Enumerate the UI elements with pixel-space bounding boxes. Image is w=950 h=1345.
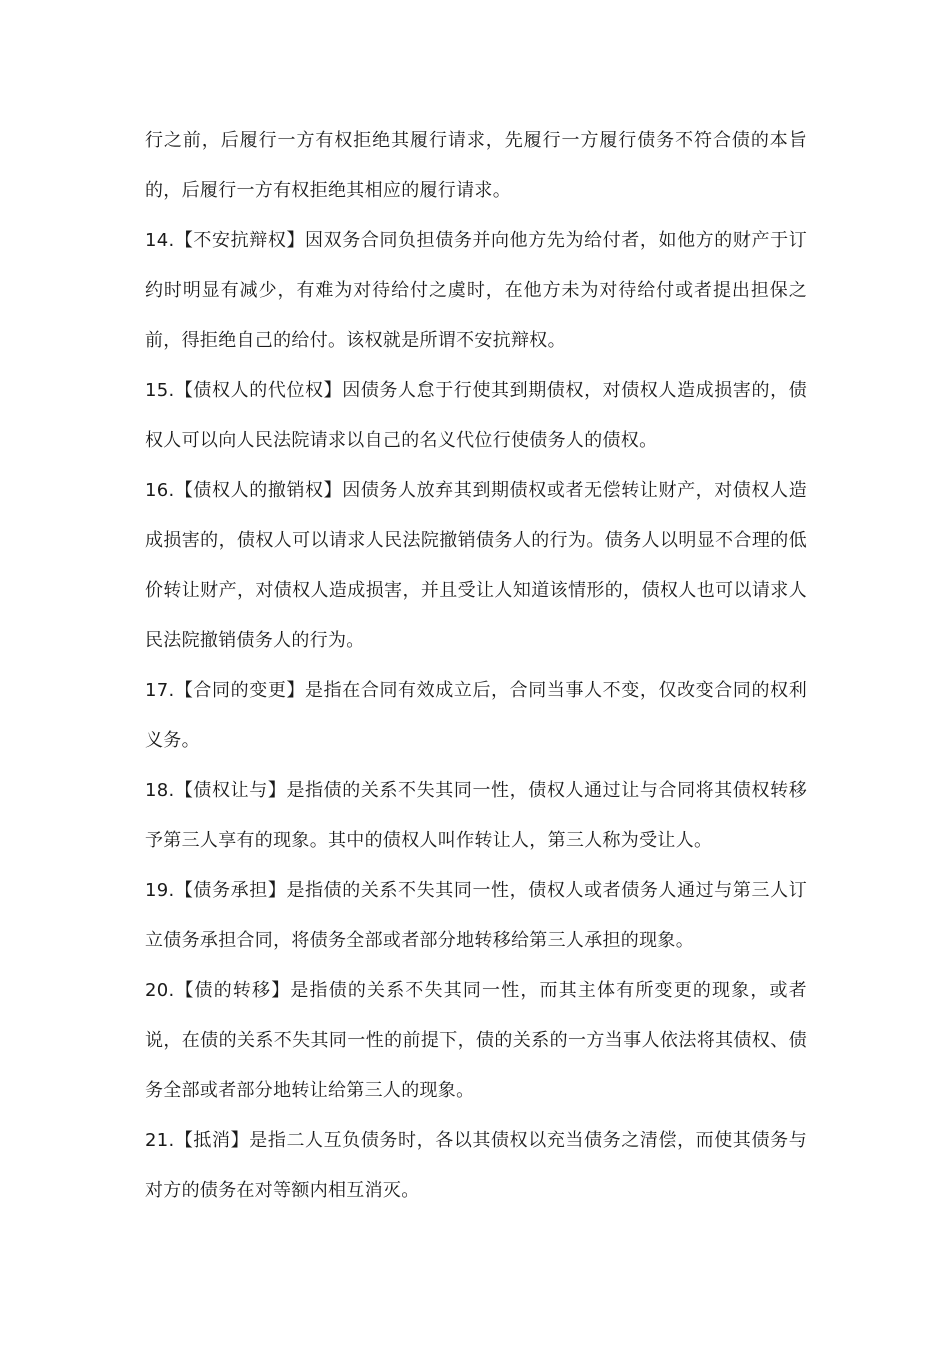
paragraph-item-19: 19.【债务承担】是指债的关系不失其同一性，债权人或者债务人通过与第三人订立债务承担合同，将债务全部或者部分地转移给第三人承担的现象。 bbox=[145, 880, 807, 951]
paragraph-item-17: 17.【合同的变更】是指在合同有效成立后，合同当事人不变，仅改变合同的权利义务。 bbox=[145, 680, 807, 751]
paragraph-continuation: 行之前，后履行一方有权拒绝其履行请求，先履行一方履行债务不符合债的本旨的，后履行一方有权拒绝其相应的履行请求。 bbox=[145, 130, 807, 201]
paragraph-item-14: 14.【不安抗辩权】因双务合同负担债务并向他方先为给付者，如他方的财产于订约时明显有减少，有难为对待给付之虞时，在他方未为对待给付或者提出担保之前，得拒绝自己的给付。该权就是所谓不安抗辩权。 bbox=[145, 230, 807, 351]
paragraph-item-21: 21.【抵消】是指二人互负债务时，各以其债权以充当债务之清偿，而使其债务与对方的债务在对等额内相互消灭。 bbox=[145, 1130, 807, 1201]
document-body bbox=[145, 116, 807, 1216]
paragraph-item-20: 20.【债的转移】是指债的关系不失其同一性，而其主体有所变更的现象，或者说，在债的关系不失其同一性的前提下，债的关系的一方当事人依法将其债权、债务全部或者部分地转让给第三人的现象。 bbox=[145, 980, 807, 1101]
paragraph-item-18: 18.【债权让与】是指债的关系不失其同一性，债权人通过让与合同将其债权转移予第三人享有的现象。其中的债权人叫作转让人，第三人称为受让人。 bbox=[145, 780, 807, 851]
paragraph-item-16: 16.【债权人的撤销权】因债务人放弃其到期债权或者无偿转让财产，对债权人造成损害的，债权人可以请求人民法院撤销债务人的行为。债务人以明显不合理的低价转让财产，对债权人造成损害，并且受让人知道该情形的，债权人也可以请求人民法院撤销债务人的行为。 bbox=[145, 480, 807, 651]
paragraph-item-15: 15.【债权人的代位权】因债务人怠于行使其到期债权，对债权人造成损害的，债权人可以向人民法院请求以自己的名义代位行使债务人的债权。 bbox=[145, 380, 807, 451]
